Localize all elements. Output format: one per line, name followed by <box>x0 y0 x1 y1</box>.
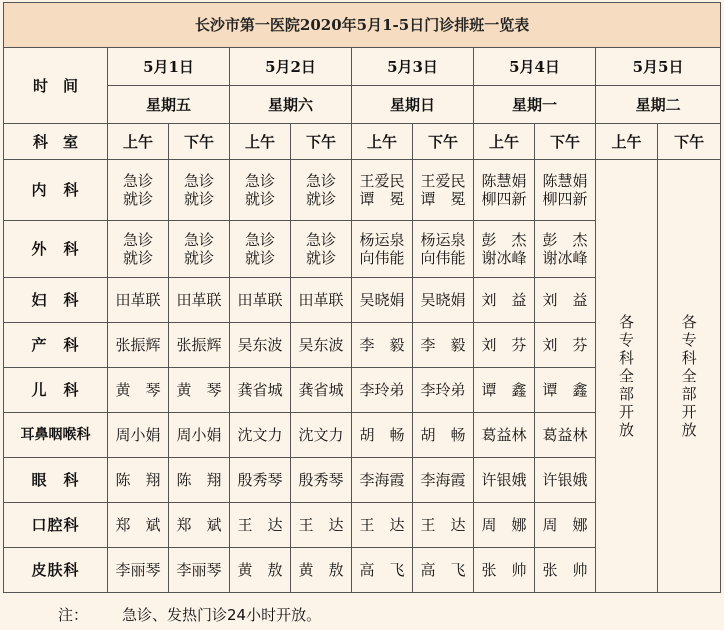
open-char: 全 <box>618 367 634 385</box>
schedule-cell <box>474 503 535 548</box>
doctor-name: 急诊 <box>244 172 275 190</box>
doctor-name: 王 达 <box>298 516 344 534</box>
schedule-cell <box>413 323 474 368</box>
doctor-name: 谭 鑫 <box>481 381 527 399</box>
all-open-am <box>596 160 658 593</box>
doctor-name: 殷秀琴 <box>298 471 344 489</box>
doctor-name: 田革联 <box>115 291 161 309</box>
am-header: 上午 <box>108 124 169 160</box>
schedule-cell <box>230 278 291 323</box>
table-row <box>4 160 721 221</box>
schedule-cell <box>535 221 596 278</box>
schedule-cell <box>352 503 413 548</box>
doctor-name: 葛益林 <box>542 426 588 444</box>
doctor-name: 谭 鑫 <box>542 381 588 399</box>
doctor-name: 急诊 <box>122 231 153 249</box>
doctor-name: 田革联 <box>298 291 344 309</box>
schedule-cell <box>108 160 169 221</box>
schedule-cell <box>352 323 413 368</box>
doctor-name: 李 毅 <box>359 336 405 354</box>
schedule-cell <box>169 458 230 503</box>
schedule-cell <box>108 323 169 368</box>
schedule-cell <box>291 503 352 548</box>
schedule-cell <box>291 368 352 413</box>
open-char: 部 <box>681 385 697 403</box>
schedule-cell <box>535 368 596 413</box>
doctor-name: 沈文力 <box>237 426 283 444</box>
doctor-name: 许银娥 <box>481 471 527 489</box>
date-header: 5月1日 <box>108 48 230 86</box>
doctor-name: 殷秀琴 <box>237 471 283 489</box>
date-header: 5月3日 <box>352 48 474 86</box>
doctor-name: 刘 益 <box>542 291 588 309</box>
doctor-name: 王 达 <box>359 516 405 534</box>
weekday-header: 星期日 <box>352 86 474 124</box>
am-header: 上午 <box>596 124 658 160</box>
schedule-cell <box>169 221 230 278</box>
time-header: 时 间 <box>4 48 108 124</box>
schedule-cell <box>352 278 413 323</box>
doctor-name: 郑 斌 <box>176 516 222 534</box>
schedule-cell <box>108 458 169 503</box>
doctor-name: 就诊 <box>183 190 214 208</box>
schedule-cell <box>474 160 535 221</box>
doctor-name: 葛益林 <box>481 426 527 444</box>
weekday-header: 星期六 <box>230 86 352 124</box>
doctor-name: 许银娥 <box>542 471 588 489</box>
open-char: 科 <box>681 349 697 367</box>
schedule-cell <box>169 503 230 548</box>
schedule-cell <box>352 413 413 458</box>
schedule-cell <box>169 368 230 413</box>
doctor-name: 谢冰峰 <box>542 249 588 267</box>
schedule-cell <box>352 221 413 278</box>
doctor-name: 黄 敖 <box>237 561 283 579</box>
department-name: 外 科 <box>4 221 108 278</box>
pm-header: 下午 <box>535 124 596 160</box>
schedule-cell <box>108 548 169 593</box>
schedule-cell <box>108 278 169 323</box>
doctor-name: 周小娟 <box>176 426 222 444</box>
doctor-name: 急诊 <box>183 172 214 190</box>
schedule-cell <box>169 160 230 221</box>
doctor-name: 高 飞 <box>359 561 405 579</box>
doctor-name: 彭 杰 <box>481 231 527 249</box>
doctor-name: 向伟能 <box>420 249 466 267</box>
doctor-name: 向伟能 <box>359 249 405 267</box>
schedule-cell <box>535 413 596 458</box>
schedule-cell <box>230 458 291 503</box>
doctor-name: 陈 翔 <box>115 471 161 489</box>
doctor-name: 王 达 <box>237 516 283 534</box>
schedule-cell <box>108 221 169 278</box>
doctor-name: 杨运泉 <box>359 231 405 249</box>
department-name: 口腔科 <box>4 503 108 548</box>
doctor-name: 胡 畅 <box>420 426 466 444</box>
schedule-cell <box>291 413 352 458</box>
schedule-cell <box>413 368 474 413</box>
schedule-cell <box>108 413 169 458</box>
doctor-name: 柳四新 <box>542 190 588 208</box>
department-name: 儿 科 <box>4 368 108 413</box>
schedule-cell <box>535 458 596 503</box>
doctor-name: 王爱民 <box>420 172 466 190</box>
doctor-name: 王爱民 <box>359 172 405 190</box>
open-char: 全 <box>681 367 697 385</box>
doctor-name: 急诊 <box>305 231 336 249</box>
department-header: 科 室 <box>4 124 108 160</box>
doctor-name: 就诊 <box>122 249 153 267</box>
schedule-cell <box>291 221 352 278</box>
doctor-name: 李玲弟 <box>359 381 405 399</box>
doctor-name: 李玲弟 <box>420 381 466 399</box>
doctor-name: 彭 杰 <box>542 231 588 249</box>
pm-header: 下午 <box>658 124 721 160</box>
doctor-name: 李丽琴 <box>115 561 161 579</box>
schedule-cell <box>474 458 535 503</box>
all-open-pm <box>658 160 721 593</box>
doctor-name: 龚省城 <box>298 381 344 399</box>
schedule-cell <box>169 278 230 323</box>
doctor-name: 张振辉 <box>115 336 161 354</box>
doctor-name: 杨运泉 <box>420 231 466 249</box>
open-char: 放 <box>618 421 634 439</box>
schedule-cell <box>474 278 535 323</box>
weekday-header: 星期一 <box>474 86 596 124</box>
schedule-cell <box>352 548 413 593</box>
open-char: 开 <box>618 403 634 421</box>
schedule-cell <box>535 503 596 548</box>
doctor-name: 刘 益 <box>481 291 527 309</box>
department-name: 内 科 <box>4 160 108 221</box>
weekday-header: 星期二 <box>596 86 721 124</box>
doctor-name: 就诊 <box>305 190 336 208</box>
doctor-name: 急诊 <box>305 172 336 190</box>
schedule-cell <box>291 278 352 323</box>
open-char: 专 <box>618 331 634 349</box>
doctor-name: 张 帅 <box>542 561 588 579</box>
open-char: 专 <box>681 331 697 349</box>
doctor-name: 陈 翔 <box>176 471 222 489</box>
department-name: 耳鼻咽喉科 <box>4 413 108 458</box>
schedule-cell <box>535 278 596 323</box>
schedule-cell <box>413 221 474 278</box>
doctor-name: 吴东波 <box>237 336 283 354</box>
doctor-name: 就诊 <box>122 190 153 208</box>
schedule-cell <box>474 413 535 458</box>
footnote <box>58 604 321 625</box>
schedule-cell <box>291 323 352 368</box>
schedule-cell <box>535 160 596 221</box>
open-char: 各 <box>618 313 634 331</box>
schedule-cell <box>230 413 291 458</box>
weekday-header: 星期五 <box>108 86 230 124</box>
schedule-cell <box>352 458 413 503</box>
doctor-name: 田革联 <box>176 291 222 309</box>
department-name: 眼 科 <box>4 458 108 503</box>
department-name: 产 科 <box>4 323 108 368</box>
schedule-cell <box>169 548 230 593</box>
am-header: 上午 <box>230 124 291 160</box>
date-header: 5月5日 <box>596 48 721 86</box>
schedule-cell <box>291 458 352 503</box>
date-header: 5月2日 <box>230 48 352 86</box>
schedule-cell <box>413 160 474 221</box>
doctor-name: 柳四新 <box>481 190 527 208</box>
schedule-cell <box>230 160 291 221</box>
doctor-name: 谢冰峰 <box>481 249 527 267</box>
doctor-name: 急诊 <box>244 231 275 249</box>
doctor-name: 沈文力 <box>298 426 344 444</box>
open-char: 开 <box>681 403 697 421</box>
open-char: 部 <box>618 385 634 403</box>
schedule-cell <box>108 368 169 413</box>
note-text: 急诊、发热门诊24小时开放。 <box>122 606 322 624</box>
doctor-name: 陈慧娟 <box>542 172 588 190</box>
schedule-cell <box>413 413 474 458</box>
doctor-name: 陈慧娟 <box>481 172 527 190</box>
doctor-name: 黄 敖 <box>298 561 344 579</box>
doctor-name: 郑 斌 <box>115 516 161 534</box>
schedule-cell <box>291 160 352 221</box>
schedule-cell <box>352 160 413 221</box>
schedule-cell <box>535 548 596 593</box>
doctor-name: 李丽琴 <box>176 561 222 579</box>
schedule-cell <box>413 503 474 548</box>
doctor-name: 吴晓娟 <box>420 291 466 309</box>
doctor-name: 吴东波 <box>298 336 344 354</box>
doctor-name: 张 帅 <box>481 561 527 579</box>
schedule-cell <box>108 503 169 548</box>
doctor-name: 就诊 <box>305 249 336 267</box>
doctor-name: 胡 畅 <box>359 426 405 444</box>
doctor-name: 王 达 <box>420 516 466 534</box>
schedule-cell <box>413 548 474 593</box>
open-char: 各 <box>681 313 697 331</box>
open-char: 放 <box>681 421 697 439</box>
doctor-name: 周小娟 <box>115 426 161 444</box>
schedule-cell <box>169 413 230 458</box>
schedule-cell <box>230 548 291 593</box>
schedule-cell <box>474 368 535 413</box>
doctor-name: 急诊 <box>183 231 214 249</box>
doctor-name: 刘 芬 <box>481 336 527 354</box>
department-name: 妇 科 <box>4 278 108 323</box>
doctor-name: 黄 琴 <box>176 381 222 399</box>
doctor-name: 李海霞 <box>359 471 405 489</box>
schedule-cell <box>352 368 413 413</box>
schedule-cell <box>474 221 535 278</box>
date-header: 5月4日 <box>474 48 596 86</box>
schedule-cell <box>230 323 291 368</box>
schedule-cell <box>230 221 291 278</box>
doctor-name: 李 毅 <box>420 336 466 354</box>
doctor-name: 周 娜 <box>481 516 527 534</box>
pm-header: 下午 <box>169 124 230 160</box>
doctor-name: 谭 冕 <box>420 190 466 208</box>
doctor-name: 龚省城 <box>237 381 283 399</box>
doctor-name: 黄 琴 <box>115 381 161 399</box>
schedule-cell <box>474 548 535 593</box>
schedule-cell <box>291 548 352 593</box>
am-header: 上午 <box>352 124 413 160</box>
am-header: 上午 <box>474 124 535 160</box>
schedule-cell <box>413 458 474 503</box>
open-char: 科 <box>618 349 634 367</box>
pm-header: 下午 <box>291 124 352 160</box>
schedule-cell <box>413 278 474 323</box>
doctor-name: 刘 芬 <box>542 336 588 354</box>
schedule-cell <box>474 323 535 368</box>
page-title: 长沙市第一医院2020年5月1-5日门诊排班一览表 <box>4 3 721 48</box>
doctor-name: 高 飞 <box>420 561 466 579</box>
doctor-name: 周 娜 <box>542 516 588 534</box>
department-name: 皮肤科 <box>4 548 108 593</box>
note-label: 注： <box>58 606 89 624</box>
schedule-cell <box>535 323 596 368</box>
doctor-name: 就诊 <box>244 190 275 208</box>
doctor-name: 谭 冕 <box>359 190 405 208</box>
doctor-name: 就诊 <box>183 249 214 267</box>
doctor-name: 田革联 <box>237 291 283 309</box>
schedule-cell <box>230 503 291 548</box>
doctor-name: 就诊 <box>244 249 275 267</box>
doctor-name: 吴晓娟 <box>359 291 405 309</box>
doctor-name: 李海霞 <box>420 471 466 489</box>
schedule-table <box>3 2 721 593</box>
schedule-cell <box>230 368 291 413</box>
doctor-name: 急诊 <box>122 172 153 190</box>
doctor-name: 张振辉 <box>176 336 222 354</box>
pm-header: 下午 <box>413 124 474 160</box>
schedule-cell <box>169 323 230 368</box>
